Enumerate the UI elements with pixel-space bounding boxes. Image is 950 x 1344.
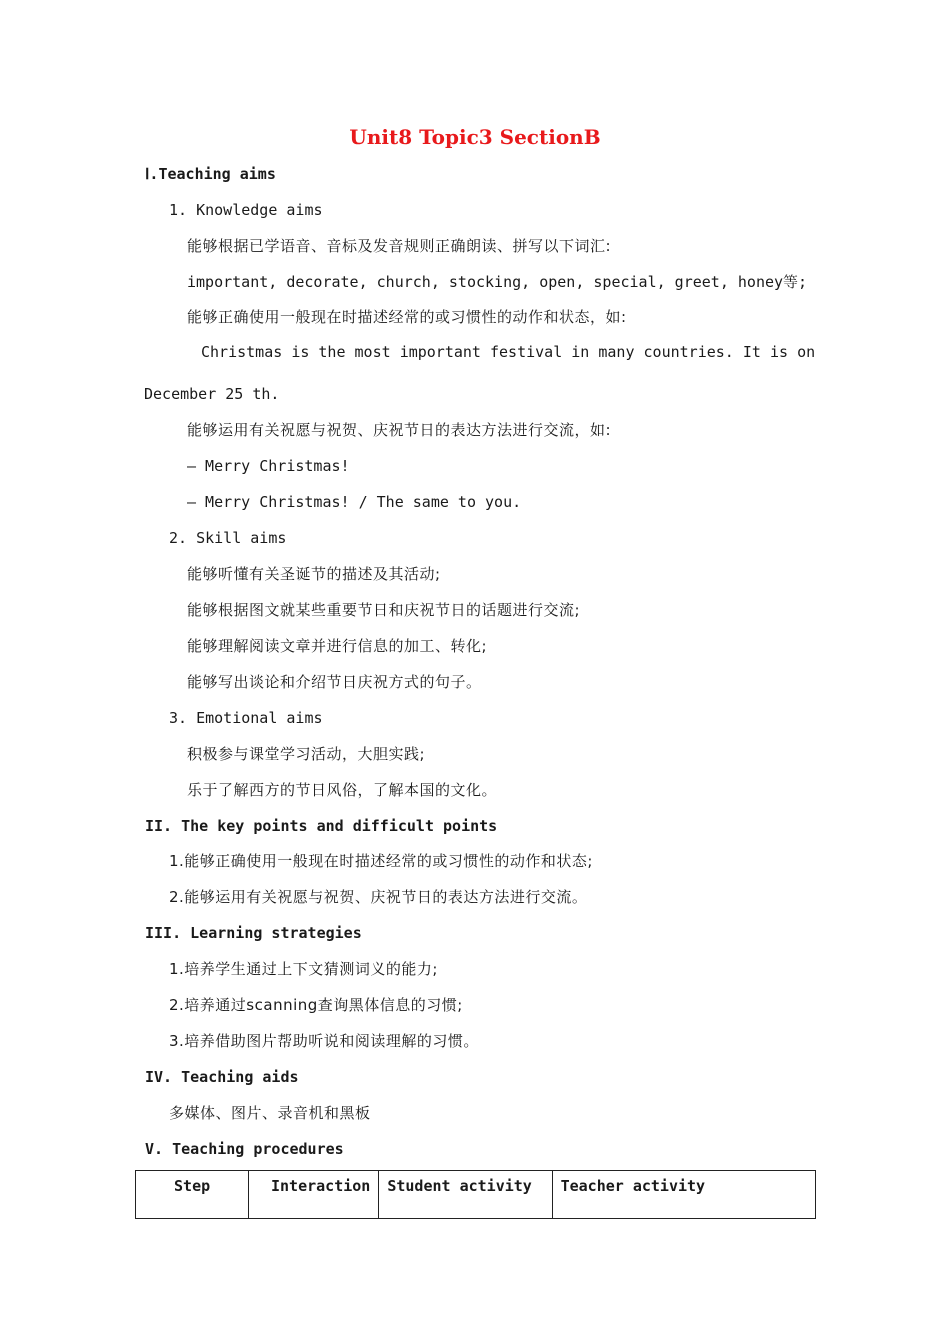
example-word: countries. xyxy=(643,343,734,361)
skill-aims-line: 能够听懂有关圣诞节的描述及其活动; xyxy=(187,565,441,583)
knowledge-aims-vocab-line: important, decorate, church, stocking, open, special, greet, honey等; xyxy=(187,273,808,291)
section-key-points-heading: II. The key points and difficult points xyxy=(145,817,498,835)
example-sentence-continuation: December 25 th. xyxy=(144,385,280,403)
teaching-aids-line: 多媒体、图片、录音机和黑板 xyxy=(169,1104,371,1122)
skill-aims-line: 能够理解阅读文章并进行信息的加工、转化; xyxy=(187,637,488,655)
table-header-student-activity: Student activity xyxy=(379,1171,552,1219)
emotional-aims-line: 乐于了解西方的节日风俗，了解本国的文化。 xyxy=(187,781,498,799)
document-title: Unit8 Topic3 SectionB xyxy=(349,125,601,149)
example-word: many xyxy=(598,343,635,361)
strategy-item: 2.培养通过scanning查询黑体信息的习惯; xyxy=(169,996,463,1014)
knowledge-aims-line: 能够正确使用一般现在时描述经常的或习惯性的动作和状态，如: xyxy=(187,308,627,326)
example-sentence-justified xyxy=(201,342,816,362)
example-word: in xyxy=(571,343,590,361)
strategy-item: 3.培养借助图片帮助听说和阅读理解的习惯。 xyxy=(169,1032,479,1050)
section-teaching-aids-heading: IV. Teaching aids xyxy=(145,1068,299,1086)
table-header-interaction: Interaction xyxy=(249,1171,379,1219)
example-word: It xyxy=(742,343,761,361)
section-teaching-aims-heading: Ⅰ.Teaching aims xyxy=(145,165,276,183)
table-header-step: Step xyxy=(136,1171,249,1219)
key-point-item: 1.能够正确使用一般现在时描述经常的或习惯性的动作和状态; xyxy=(169,852,593,870)
table-header-teacher-activity: Teacher activity xyxy=(552,1171,815,1219)
key-point-item: 2.能够运用有关祝愿与祝贺、庆祝节日的表达方法进行交流。 xyxy=(169,888,588,906)
table-header-row xyxy=(136,1171,816,1219)
example-word: is xyxy=(291,343,310,361)
skill-aims-line: 能够写出谈论和介绍节日庆祝方式的句子。 xyxy=(187,673,482,691)
strategy-item: 1.培养学生通过上下文猜测词义的能力; xyxy=(169,960,438,978)
example-word: the xyxy=(318,343,346,361)
dialogue-line: — Merry Christmas! xyxy=(187,457,350,475)
emotional-aims-line: 积极参与课堂学习活动，大胆实践; xyxy=(187,745,426,763)
example-word: important xyxy=(399,343,481,361)
procedures-table xyxy=(135,1170,816,1219)
example-word: festival xyxy=(490,343,563,361)
example-word: on xyxy=(797,343,816,361)
skill-aims-heading: 2. Skill aims xyxy=(169,529,287,547)
example-word: is xyxy=(769,343,789,361)
knowledge-aims-line: 能够根据已学语音、音标及发音规则正确朗读、拼写以下词汇: xyxy=(187,237,612,255)
example-word: Christmas xyxy=(201,343,283,361)
section-learning-strategies-heading: III. Learning strategies xyxy=(145,924,362,942)
example-word: most xyxy=(354,343,391,361)
knowledge-aims-line: 能够运用有关祝愿与祝贺、庆祝节日的表达方法进行交流，如: xyxy=(187,421,612,439)
skill-aims-line: 能够根据图文就某些重要节日和庆祝节日的话题进行交流; xyxy=(187,601,581,619)
knowledge-aims-heading: 1. Knowledge aims xyxy=(169,201,323,219)
dialogue-line: — Merry Christmas! / The same to you. xyxy=(187,493,522,511)
section-teaching-procedures-heading: V. Teaching procedures xyxy=(145,1140,344,1158)
emotional-aims-heading: 3. Emotional aims xyxy=(169,709,323,727)
